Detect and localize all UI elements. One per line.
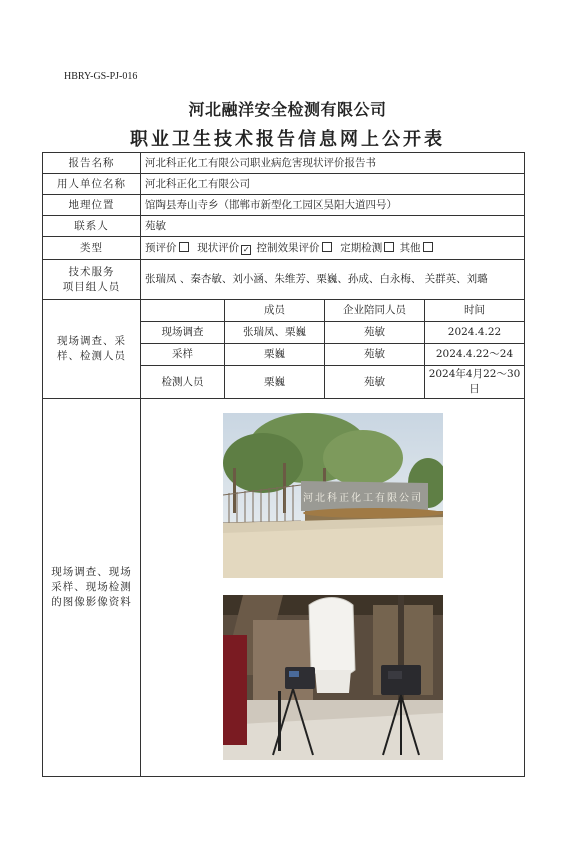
team-label-line: 技术服务 xyxy=(68,265,115,278)
sampling-photo xyxy=(223,595,443,760)
field-member: 栗巍 xyxy=(225,344,325,366)
type-option-label: 控制效果评价 xyxy=(256,241,320,254)
type-options xyxy=(141,237,525,260)
images-label: 现场调查、现场采样、现场检测的图像影像资料 xyxy=(43,399,141,777)
type-option-label: 其他 xyxy=(399,241,421,254)
row-contact xyxy=(43,216,525,237)
page-title: 职业卫生技术报告信息网上公开表 xyxy=(130,129,445,150)
type-option xyxy=(194,242,253,254)
time-header: 时间 xyxy=(425,300,525,322)
field-time: 2024年4月22～30日 xyxy=(425,366,525,399)
disclosure-table xyxy=(42,152,525,777)
field-escort: 苑敏 xyxy=(325,344,425,366)
location-label: 地理位置 xyxy=(43,195,141,216)
contact-value: 苑敏 xyxy=(141,216,525,237)
field-task: 采样 xyxy=(141,344,225,366)
field-header-row xyxy=(43,300,525,322)
images-cell xyxy=(141,399,525,777)
field-time: 2024.4.22～24 xyxy=(425,344,525,366)
location-value: 馆陶县寿山寺乡（邯郸市新型化工园区昊阳大道四号） xyxy=(141,195,525,216)
images-row xyxy=(43,399,525,777)
escort-header: 企业陪同人员 xyxy=(325,300,425,322)
field-time: 2024.4.22 xyxy=(425,322,525,344)
type-label: 类型 xyxy=(43,237,141,260)
row-employer xyxy=(43,174,525,195)
factory-gate-image xyxy=(223,413,443,578)
employer-label: 用人单位名称 xyxy=(43,174,141,195)
member-header: 成员 xyxy=(225,300,325,322)
checkbox-icon xyxy=(384,242,394,252)
report-name-label: 报告名称 xyxy=(43,153,141,174)
field-member: 栗巍 xyxy=(225,366,325,399)
team-label-line: 项目组人员 xyxy=(62,280,121,293)
report-name-value: 河北科正化工有限公司职业病危害现状评价报告书 xyxy=(141,153,525,174)
team-label xyxy=(43,260,141,300)
type-option-label: 现状评价 xyxy=(197,241,240,254)
field-staff-label: 现场调查、采样、检测人员 xyxy=(43,300,141,399)
row-team xyxy=(43,260,525,300)
sampling-site-image xyxy=(223,595,443,760)
field-escort: 苑敏 xyxy=(325,322,425,344)
checkbox-icon xyxy=(179,242,189,252)
type-option-label: 预评价 xyxy=(145,241,177,254)
gate-sign-text: 河北科正化工有限公司 xyxy=(302,493,423,504)
type-option xyxy=(337,242,396,254)
field-task: 检测人员 xyxy=(141,366,225,399)
checkbox-icon xyxy=(423,242,433,252)
contact-label: 联系人 xyxy=(43,216,141,237)
type-option xyxy=(400,242,435,254)
type-option xyxy=(145,242,191,254)
employer-value: 河北科正化工有限公司 xyxy=(141,174,525,195)
field-member: 张瑞凤、栗巍 xyxy=(225,322,325,344)
document-code: HBRY-GS-PJ-016 xyxy=(64,71,138,82)
checkbox-icon xyxy=(322,242,332,252)
field-task: 现场调查 xyxy=(141,322,225,344)
team-value: 张瑞凤 、秦杏敏、刘小涵、朱维芳、栗巍、孙成、白永梅、 关群英、刘璐 xyxy=(141,260,525,300)
type-option xyxy=(257,242,334,254)
row-location xyxy=(43,195,525,216)
empty-header-cell xyxy=(141,300,225,322)
row-type xyxy=(43,237,525,260)
field-escort: 苑敏 xyxy=(325,366,425,399)
factory-gate-photo xyxy=(223,413,443,578)
checkbox-checked-icon: ✓ xyxy=(242,244,250,254)
type-option-label: 定期检测 xyxy=(340,241,383,254)
row-report-name xyxy=(43,153,525,174)
company-name: 河北融洋安全检测有限公司 xyxy=(188,100,387,119)
